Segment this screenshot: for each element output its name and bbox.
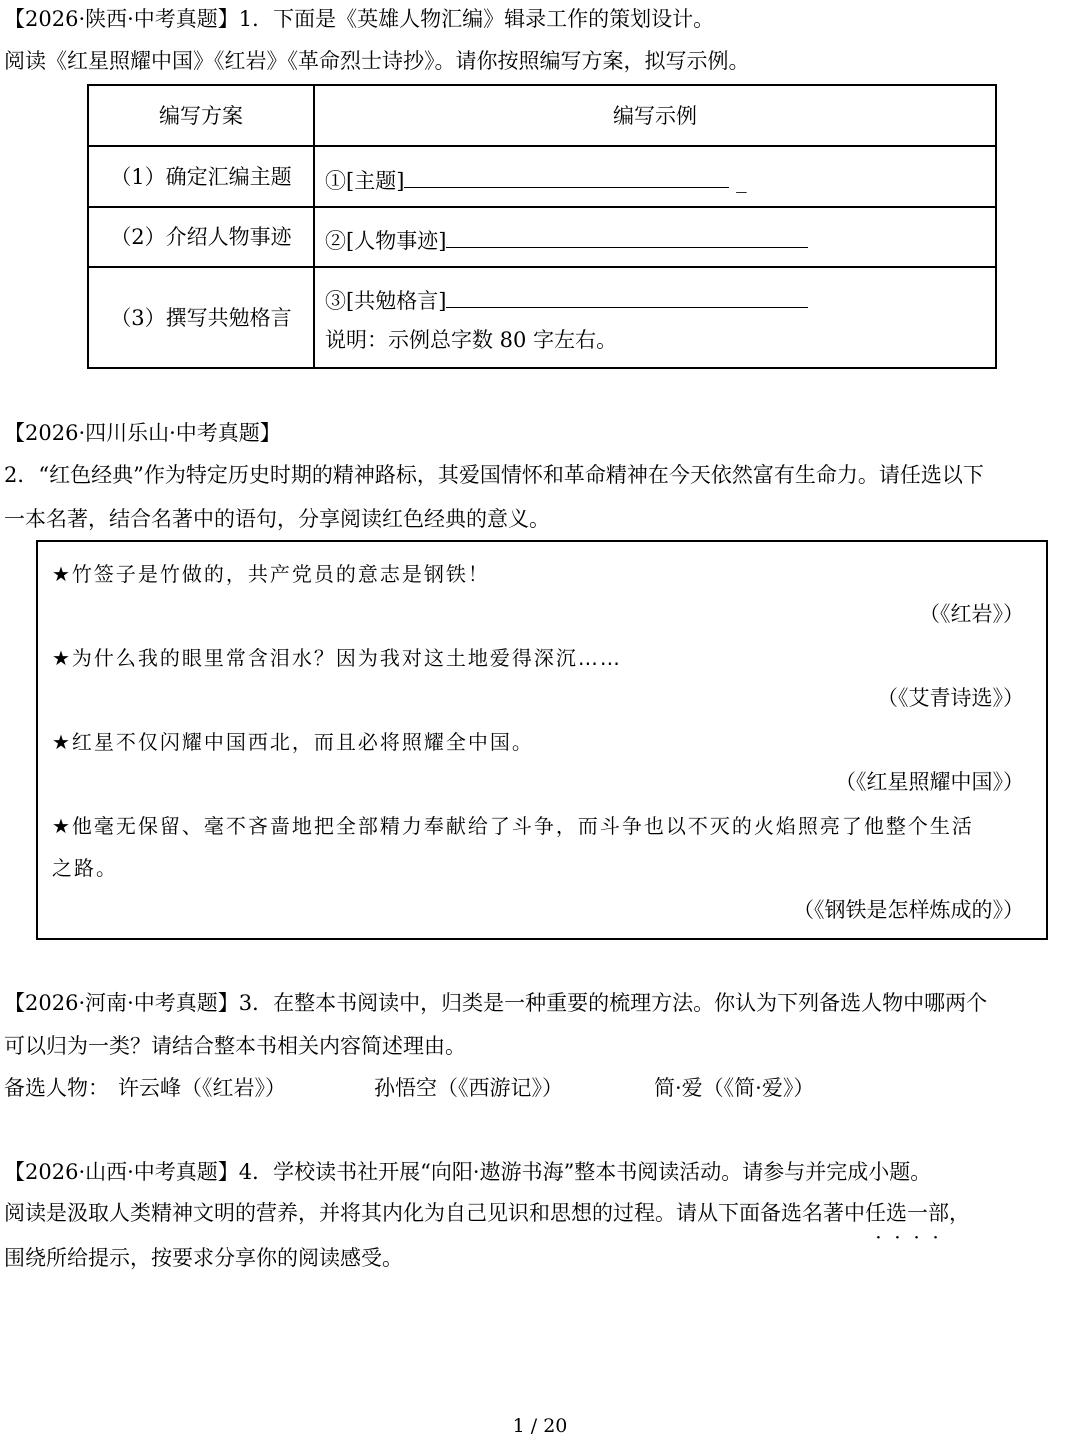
example-label: ③[共勉格言] [325, 289, 447, 313]
quote-text: ★红星不仅闪耀中国西北，而且必将照耀全中国。 [52, 730, 534, 754]
table-rule [89, 206, 995, 208]
plan-table [87, 84, 997, 369]
row-plan: （1）确定汇编主题 [110, 165, 292, 189]
quote-box [36, 540, 1048, 940]
example-label: ②[人物事迹] [325, 229, 447, 253]
candidate-item: 许云峰（《红岩》） [118, 1076, 286, 1100]
candidates-label: 备选人物： [4, 1076, 109, 1100]
table-header-example: 编写示例 [613, 104, 697, 128]
candidate-item: 孙悟空（《西游记》） [374, 1076, 563, 1100]
table-note: 说明：示例总字数 80 字左右。 [325, 328, 618, 352]
row-plan: （2）介绍人物事迹 [110, 225, 292, 249]
emphasis-dots: · · · · [875, 1225, 939, 1249]
quote-source: （《艾青诗选》） [877, 686, 1024, 710]
q2-source: 【2026·四川乐山·中考真题】 [4, 421, 281, 445]
quote-text: ★竹签子是竹做的，共产党员的意志是钢铁！ [52, 562, 490, 586]
table-rule [89, 266, 995, 268]
q4-text: ， [949, 1201, 970, 1225]
page-number: 1 / 20 [512, 1415, 568, 1437]
row-example[interactable] [325, 167, 747, 192]
quote-text: ★他毫无保留、毫不吝啬地把全部精力奉献给了斗争，而斗争也以不灭的火焰照亮了他整个生活 [52, 814, 974, 838]
q4-prompt: 【2026·山西·中考真题】4．学校读书社开展“向阳·遨游书海”整本书阅读活动。请参与并完成小题。 [4, 1160, 932, 1184]
answer-blank[interactable] [446, 227, 808, 248]
q4-prompt: 围绕所给提示，按要求分享你的阅读感受。 [4, 1246, 403, 1270]
example-label: ①[主题] [325, 169, 405, 193]
quote-source: （《红星照耀中国》） [835, 770, 1024, 794]
answer-blank[interactable] [446, 287, 808, 308]
emphasis-text: 任选一部 · · · · [865, 1201, 949, 1249]
answer-blank[interactable] [404, 167, 729, 188]
table-divider [313, 86, 315, 367]
row-example[interactable] [325, 287, 808, 312]
q1-intro: 阅读《红星照耀中国》《红岩》《革命烈士诗抄》。请你按照编写方案，拟写示例。 [4, 49, 750, 73]
q3-prompt: 可以归为一类？请结合整本书相关内容简述理由。 [4, 1034, 466, 1058]
quote-text: ★为什么我的眼里常含泪水？因为我对这土地爱得深沉…… [52, 646, 622, 670]
q2-prompt: 一本名著，结合名著中的语句，分享阅读红色经典的意义。 [4, 507, 550, 531]
blank-tail: _ [736, 169, 747, 193]
quote-source: （《红岩》） [919, 602, 1024, 626]
q4-prompt [4, 1201, 970, 1249]
table-rule [89, 145, 995, 147]
q1-title: 【2026·陕西·中考真题】1．下面是《英雄人物汇编》辑录工作的策划设计。 [4, 7, 715, 31]
row-example[interactable] [325, 227, 808, 252]
q2-prompt: 2．“红色经典”作为特定历史时期的精神路标，其爱国情怀和革命精神在今天依然富有生命力。请任选以下 [4, 463, 984, 487]
row-plan: （3）撰写共勉格言 [110, 306, 292, 330]
q3-candidates [4, 1078, 109, 1099]
q3-prompt: 【2026·河南·中考真题】3．在整本书阅读中，归类是一种重要的梳理方法。你认为下列备选人物中哪两个 [4, 991, 988, 1015]
q4-text: 阅读是汲取人类精神文明的营养，并将其内化为自己见识和思想的过程。请从下面备选名著中 [4, 1201, 865, 1225]
quote-text-continued: 之路。 [52, 856, 118, 880]
candidate-item: 简·爱（《简·爱》） [654, 1076, 815, 1100]
quote-source: （《钢铁是怎样炼成的》） [793, 898, 1024, 922]
table-header-plan: 编写方案 [159, 104, 243, 128]
